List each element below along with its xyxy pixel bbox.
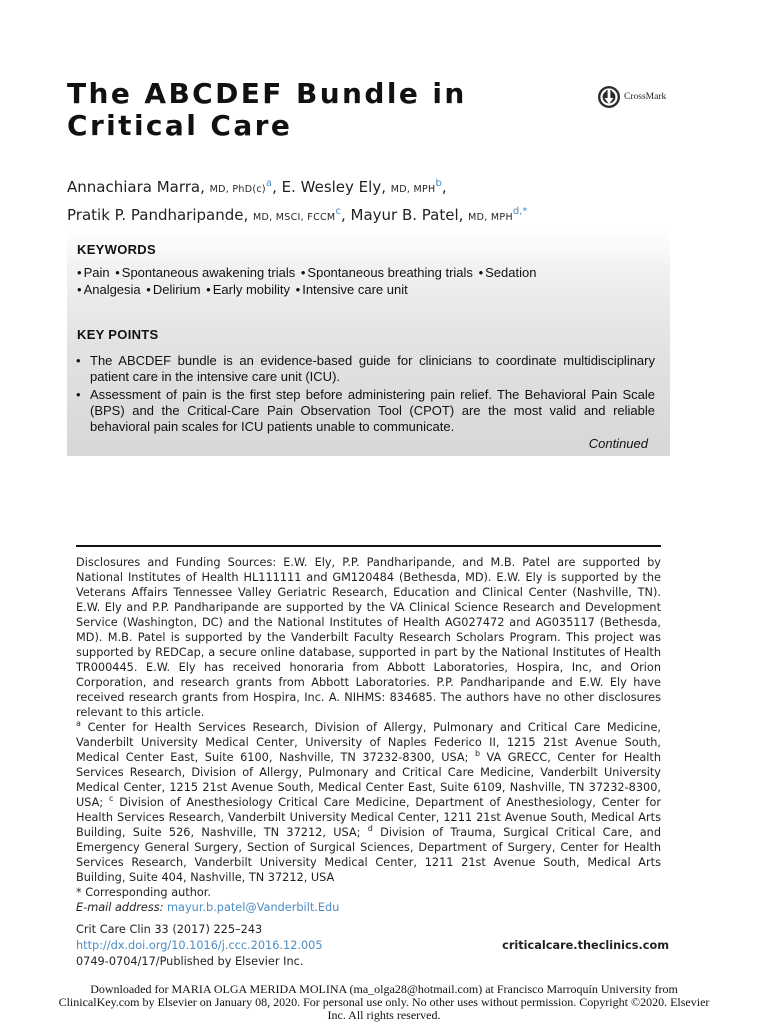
author-separator: , — [340, 206, 346, 224]
affiliation-marker[interactable]: d,* — [512, 206, 528, 217]
journal-info — [76, 922, 669, 970]
keywords-keypoints-box — [67, 230, 670, 456]
affiliation-marker[interactable]: c — [335, 206, 341, 217]
author-credentials: MD, PhD(c) — [209, 184, 266, 195]
journal-site[interactable]: criticalcare.theclinics.com — [502, 939, 669, 952]
crossmark-badge[interactable] — [597, 85, 666, 109]
author-credentials: MD, MPH — [390, 184, 436, 195]
bullet-icon: • — [76, 387, 81, 402]
doi-link[interactable]: http://dx.doi.org/10.1016/j.ccc.2016.12.005 — [76, 939, 323, 952]
keyword: Early mobility — [212, 282, 291, 297]
author-name: E. Wesley Ely, — [281, 178, 386, 196]
affiliations-text: $^a$ Center for Health Services Research, Division of Allergy, Pulmonary and Critical Care Medicine, Vanderbilt University Medical Center, University of Naples Federico II, 1215 21st Avenue South, Medical Center East, Suite 6100, Nashville, TN 37232-8300, USA; $^b$ VA GRECC, Center for Health Services Research, Division of Allergy, Pulmonary and Critical Care Medicine, Vanderbilt University Medical Center, 1215 21st Avenue South, Medical Center East, Suite 6109, Nashville, TN 37232-8300, USA; $^c$ Division of Anesthesiology Critical Care Medicine, Department of Anesthesiology, Center for Health Services Research, Vanderbilt University Medical Center, 1211 21st Avenue South, Medical Arts Building, Suite 526, Nashville, TN 37212, USA; $^d$ Division of Trauma, Surgical Critical Care, and Emergency General Surgery, Section of Surgical Sciences, Department of Surgery, Center for Health Services Research, Vanderbilt University Medical Center, 1211 21st Avenue South, Medical Arts Building, Suite 404, Nashville, TN 37212, USA — [76, 719, 662, 884]
keywords-list — [75, 264, 536, 298]
author-list — [67, 173, 687, 229]
email-label: E-mail address: — [76, 901, 164, 914]
bullet-icon: • — [146, 282, 151, 297]
affiliation-marker[interactable]: a — [265, 178, 273, 189]
crossmark-label: CrossMark — [624, 92, 667, 102]
author-name: Pratik P. Pandharipande, — [67, 206, 249, 224]
keyword: Intensive care unit — [302, 282, 408, 297]
footnote-divider — [76, 545, 661, 547]
email-link[interactable]: mayur.b.patel@Vanderbilt.Edu — [167, 901, 340, 914]
author-line — [67, 173, 687, 201]
bullet-icon: • — [77, 282, 82, 297]
affiliation-marker[interactable]: b — [435, 178, 442, 189]
keyword: Pain — [83, 265, 110, 280]
keyword: Sedation — [485, 265, 537, 280]
issn-line: 0749-0704/17/Published by Elsevier Inc. — [76, 955, 304, 968]
download-notice-line: Inc. All rights reserved. — [327, 1008, 441, 1022]
key-points-heading: KEY POINTS — [77, 327, 159, 342]
download-notice-line: ClinicalKey.com by Elsevier on January 08, 2020. For personal use only. No other uses without permission. Copyright ©2020. Elsevier — [58, 995, 710, 1009]
download-notice — [0, 983, 768, 1022]
affiliation-b: VA GRECC, Center for Health Services Research, Division of Allergy, Pulmonary and Critical Care Medicine, Vanderbilt University Medical Center, 1215 21st Avenue South, Medical Center East, Suite 6109, Nashville, TN 37232-8300, USA; — [76, 751, 662, 809]
key-point-text: The ABCDEF bundle is an evidence-based guide for clinicians to coordinate multidisciplinary patient care in the intensive care unit (ICU). — [90, 353, 655, 384]
download-notice-line: Downloaded for MARIA OLGA MERIDA MOLINA (ma_olga28@hotmail.com) at Francisco Marroquín University from — [90, 982, 678, 996]
bullet-icon: • — [115, 265, 120, 280]
crossmark-icon — [597, 85, 621, 109]
key-points-list — [75, 353, 655, 437]
keywords-line — [75, 281, 536, 298]
author-credentials: MD, MPH — [468, 212, 513, 223]
title-line: The ABCDEF Bundle in — [67, 77, 467, 110]
bullet-icon: • — [300, 265, 306, 280]
article-title — [67, 78, 467, 142]
keyword: Spontaneous breathing trials — [307, 265, 473, 280]
affiliation-c: Division of Anesthesiology Critical Care Medicine, Department of Anesthesiology, Center for Health Services Research, Vanderbilt University Medical Center, 1211 21st Avenue South, Medical Arts Building, Suite 526, Nashville, TN 37212, USA; — [76, 796, 662, 839]
corresponding-author: * Corresponding author. — [76, 886, 211, 899]
disclosures-text: Disclosures and Funding Sources: E.W. Ely, P.P. Pandharipande, and M.B. Patel are supported by National Institutes of Health HL111111 and GM120484 (Bethesda, MD). E.W. Ely is supported by the Veterans Affairs Tennessee Valley Geriatric Research, Education and Clinical Center (Nashville, TN). E.W. Ely and P.P. Pandharipande are supported by the VA Clinical Science Research and Development Service (Washington, DC) and the National Institutes of Health AG027472 and AG035117 (Bethesda, MD). M.B. Patel is supported by the Vanderbilt Faculty Research Scholars Program. This project was supported by REDCap, a secure online database, supported in part by the National Institutes of Health TR000445. E.W. Ely has received honoraria from Abbott Laboratories, Hospira, Inc, and Orion Corporation, and research grants from Abbott Laboratories. P.P. Pandharipande and E.W. Ely have received research grants from Hospira, Inc. A. NIHMS: 834685. The authors have no other disclosures relevant to this article. — [76, 556, 661, 719]
key-point-text: Assessment of pain is the first step before administering pain relief. The Behavioral Pain Scale (BPS) and the Critical-Care Pain Observation Tool (CPOT) are the most valid and reliable behavioral pain scales for ICU patients unable to communicate. — [90, 387, 655, 434]
footnotes — [76, 555, 661, 915]
author-name: Annachiara Marra, — [67, 178, 205, 196]
bullet-icon: • — [295, 282, 301, 297]
keywords-line — [75, 264, 536, 281]
continued-label: Continued — [588, 436, 648, 451]
key-point-item — [75, 387, 655, 435]
key-point-item — [75, 353, 655, 385]
email-line — [76, 900, 661, 915]
title-line: Critical Care — [67, 109, 293, 142]
author-credentials: MD, MSCI, FCCM — [253, 212, 336, 223]
author-name: Mayur B. Patel, — [350, 206, 464, 224]
keyword: Delirium — [152, 282, 201, 297]
keywords-heading: KEYWORDS — [77, 242, 156, 257]
bullet-icon: • — [478, 265, 484, 280]
affiliation-a: Center for Health Services Research, Division of Allergy, Pulmonary and Critical Care Medicine, Vanderbilt University Medical Center, University of Naples Federico II, 1215 21st Avenue South, Medical Center East, Suite 6100, Nashville, TN 37232-8300, USA; — [76, 721, 661, 764]
author-line — [67, 201, 687, 229]
journal-citation: Crit Care Clin 33 (2017) 225–243 — [76, 923, 263, 936]
author-separator: , — [441, 178, 447, 196]
bullet-icon: • — [206, 282, 211, 297]
affiliation-d: Division of Trauma, Surgical Critical Care, and Emergency General Surgery, Section of Surgical Sciences, Department of Surgery, Center for Health Services Research, Vanderbilt University Medical Center, 1211 21st Avenue South, Medical Arts Building, Suite 404, Nashville, TN 37212, USA — [76, 826, 661, 884]
keyword: Analgesia — [83, 282, 141, 297]
keyword: Spontaneous awakening trials — [121, 265, 296, 280]
bullet-icon: • — [76, 353, 81, 368]
author-separator: , — [272, 178, 277, 196]
bullet-icon: • — [77, 265, 82, 280]
